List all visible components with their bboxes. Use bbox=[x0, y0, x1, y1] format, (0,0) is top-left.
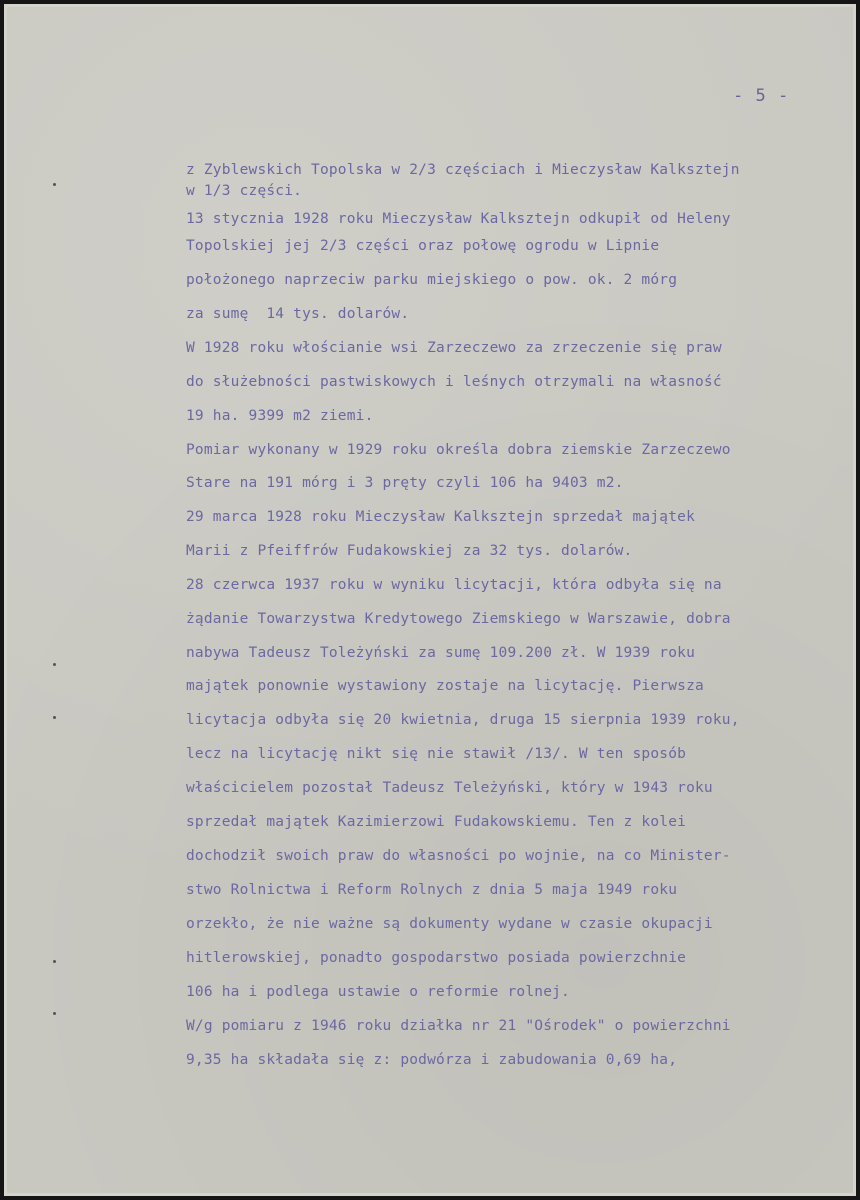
text-line: w 1/3 części. bbox=[186, 183, 303, 199]
text-line: Topolskiej jej 2/3 części oraz połowę ogrodu w Lipnie bbox=[186, 238, 660, 254]
scan-border-top bbox=[0, 0, 860, 4]
text-line: licytacja odbyła się 20 kwietnia, druga 15 sierpnia 1939 roku, bbox=[186, 712, 740, 728]
text-line: stwo Rolnictwa i Reform Rolnych z dnia 5 maja 1949 roku bbox=[186, 882, 678, 898]
text-line: sprzedał majątek Kazimierzowi Fudakowskiemu. Ten z kolei bbox=[186, 814, 687, 830]
text-line: W 1928 roku włościanie wsi Zarzeczewo za zrzeczenie się praw bbox=[186, 340, 722, 356]
text-line: żądanie Towarzystwa Kredytowego Ziemskiego w Warszawie, dobra bbox=[186, 611, 731, 627]
scan-border-bottom bbox=[0, 1196, 860, 1200]
text-line: 19 ha. 9399 m2 ziemi. bbox=[186, 408, 374, 424]
text-line: nabywa Tadeusz Toleżyński za sumę 109.200 zł. W 1939 roku bbox=[186, 645, 695, 661]
text-line: majątek ponownie wystawiony zostaje na licytację. Pierwsza bbox=[186, 678, 704, 694]
text-line: za sumę 14 tys. dolarów. bbox=[186, 306, 410, 322]
text-line: 13 stycznia 1928 roku Mieczysław Kalksztejn odkupił od Heleny bbox=[186, 211, 731, 227]
scan-border-right bbox=[856, 0, 860, 1200]
text-line: dochodził swoich praw do własności po wojnie, na co Minister- bbox=[186, 848, 731, 864]
text-line: położonego naprzeciw parku miejskiego o pow. ok. 2 mórg bbox=[186, 272, 678, 288]
text-line: orzekło, że nie ważne są dokumenty wydane w czasie okupacji bbox=[186, 916, 713, 932]
binder-hole-mark bbox=[53, 183, 56, 186]
binder-hole-mark bbox=[53, 1012, 56, 1015]
text-line: 9,35 ha składała się z: podwórza i zabudowania 0,69 ha, bbox=[186, 1052, 678, 1068]
binder-hole-mark bbox=[53, 960, 56, 963]
text-line: do służebności pastwiskowych i leśnych otrzymali na własność bbox=[186, 374, 722, 390]
text-line: właścicielem pozostał Tadeusz Teleżyński, który w 1943 roku bbox=[186, 780, 713, 796]
binder-hole-mark bbox=[53, 716, 56, 719]
typewritten-text bbox=[186, 159, 836, 1071]
text-line: z Zyblewskich Topolska w 2/3 częściach i Mieczysław Kalksztejn bbox=[186, 162, 740, 178]
text-line: Stare na 191 mórg i 3 pręty czyli 106 ha 9403 m2. bbox=[186, 475, 624, 491]
scan-border-left bbox=[0, 0, 4, 1200]
text-line: W/g pomiaru z 1946 roku działka nr 21 "Ośrodek" o powierzchni bbox=[186, 1018, 731, 1034]
binder-hole-mark bbox=[53, 663, 56, 666]
text-line: Marii z Pfeiffrów Fudakowskiej za 32 tys. dolarów. bbox=[186, 543, 633, 559]
text-line: Pomiar wykonany w 1929 roku określa dobra ziemskie Zarzeczewo bbox=[186, 442, 731, 458]
text-line: 28 czerwca 1937 roku w wyniku licytacji, która odbyła się na bbox=[186, 577, 722, 593]
text-line: lecz na licytację nikt się nie stawił /13/. W ten sposób bbox=[186, 746, 687, 762]
text-line: 106 ha i podlega ustawie o reformie rolnej. bbox=[186, 984, 570, 1000]
text-line: 29 marca 1928 roku Mieczysław Kalksztejn sprzedał majątek bbox=[186, 509, 695, 525]
text-line: hitlerowskiej, ponadto gospodarstwo posiada powierzchnie bbox=[186, 950, 687, 966]
page-number: - 5 - bbox=[733, 86, 790, 106]
